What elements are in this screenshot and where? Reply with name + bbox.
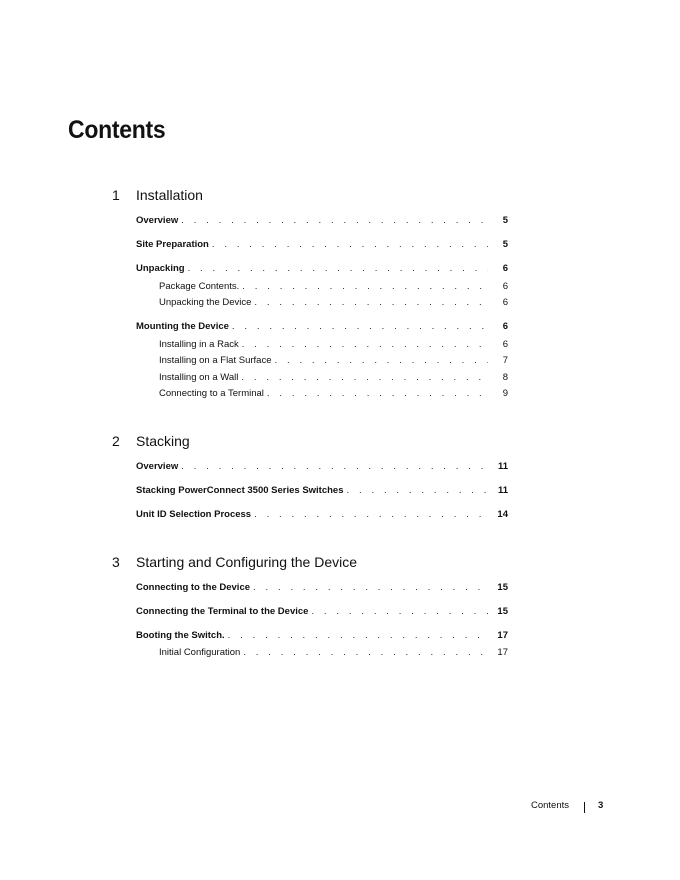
toc-entry-page: 9 — [502, 388, 508, 399]
toc-subentry[interactable] — [159, 647, 508, 658]
dot-leader — [250, 582, 488, 593]
toc-entry-title: Installing on a Flat Surface — [159, 355, 272, 366]
toc-entry-title: Installing on a Wall — [159, 372, 239, 383]
toc-entry-title: Mounting the Device — [136, 321, 229, 332]
toc-entry[interactable] — [136, 582, 508, 593]
toc-entry-title: Unit ID Selection Process — [136, 509, 252, 520]
toc-entry-title: Installing in a Rack — [159, 339, 239, 350]
toc-entry[interactable] — [136, 215, 508, 226]
dot-leader — [185, 263, 488, 274]
chapter-number: 2 — [112, 433, 120, 449]
dot-leader — [229, 321, 488, 332]
toc-entry-page: 17 — [497, 630, 508, 641]
toc-entry-title: Site Preparation — [136, 239, 209, 250]
toc-subentry[interactable] — [159, 281, 508, 292]
toc-entry-page: 6 — [502, 321, 508, 332]
toc-entry-page: 8 — [502, 372, 508, 383]
dot-leader — [225, 630, 488, 641]
toc-entry-page: 11 — [497, 485, 508, 496]
toc-entry-title: Package Contents. — [159, 281, 240, 292]
dot-leader — [209, 239, 488, 250]
toc-entry-page: 6 — [502, 297, 508, 308]
toc-subentry[interactable] — [159, 339, 508, 350]
chapter-number: 1 — [112, 187, 120, 203]
dot-leader — [251, 509, 488, 520]
dot-leader — [238, 372, 488, 383]
toc-entry-page: 11 — [497, 461, 508, 472]
toc-entry-title: Initial Configuration — [159, 647, 241, 658]
chapter-heading — [112, 554, 512, 574]
page-number: 3 — [598, 800, 604, 811]
toc-subentry[interactable] — [159, 297, 508, 308]
dot-leader — [251, 297, 488, 308]
dot-leader — [264, 388, 488, 399]
dot-leader — [344, 485, 488, 496]
dot-leader — [308, 606, 488, 617]
toc-entry-title: Overview — [136, 461, 179, 472]
toc-subentry[interactable] — [159, 388, 508, 399]
toc-entry-page: 6 — [502, 339, 508, 350]
toc-entry-page: 6 — [502, 263, 508, 274]
page-title: Contents — [68, 116, 166, 144]
dot-leader — [239, 339, 488, 350]
toc-entry-page: 5 — [502, 239, 508, 250]
toc-entry-title: Booting the Switch. — [136, 630, 225, 641]
toc-entry-title: Connecting to a Terminal — [159, 388, 264, 399]
toc-entry-page: 5 — [502, 215, 508, 226]
dot-leader — [240, 647, 488, 658]
page-footer — [0, 800, 680, 814]
toc-entry[interactable] — [136, 263, 508, 274]
footer-label: Contents — [530, 800, 569, 811]
toc-subentry[interactable] — [159, 355, 508, 366]
toc-entry-title: Connecting to the Device — [136, 582, 251, 593]
toc-entry[interactable] — [136, 461, 508, 472]
dot-leader — [271, 355, 488, 366]
toc-entry-page: 17 — [497, 647, 508, 658]
toc-entry-title: Unpacking the Device — [159, 297, 252, 308]
toc-entry-title: Stacking PowerConnect 3500 Series Switches — [136, 485, 344, 496]
dot-leader — [239, 281, 488, 292]
chapter-3 — [112, 554, 512, 658]
chapter-title: Installation — [136, 187, 203, 203]
toc-entry[interactable] — [136, 509, 508, 520]
chapter-title: Stacking — [136, 433, 190, 449]
dot-leader — [178, 215, 488, 226]
chapter-2 — [112, 433, 512, 520]
footer-divider — [584, 802, 585, 813]
toc-entry-page: 7 — [502, 355, 508, 366]
chapter-1 — [112, 187, 512, 399]
chapter-number: 3 — [112, 554, 120, 570]
toc-entry[interactable] — [136, 630, 508, 641]
toc-entry[interactable] — [136, 321, 508, 332]
toc-entry-page: 15 — [497, 582, 508, 593]
chapter-heading — [112, 433, 512, 453]
toc-entry-title: Overview — [136, 215, 179, 226]
toc-subentry[interactable] — [159, 372, 508, 383]
toc-entry[interactable] — [136, 485, 508, 496]
toc-entry-title: Connecting the Terminal to the Device — [136, 606, 309, 617]
toc-entry-page: 14 — [497, 509, 508, 520]
chapter-heading — [112, 187, 512, 207]
toc-entry-page: 6 — [502, 281, 508, 292]
toc-entry-page: 15 — [497, 606, 508, 617]
toc-entry[interactable] — [136, 239, 508, 250]
dot-leader — [178, 461, 488, 472]
chapter-title: Starting and Configuring the Device — [136, 554, 358, 570]
toc-entry-title: Unpacking — [136, 263, 185, 274]
toc-entry[interactable] — [136, 606, 508, 617]
